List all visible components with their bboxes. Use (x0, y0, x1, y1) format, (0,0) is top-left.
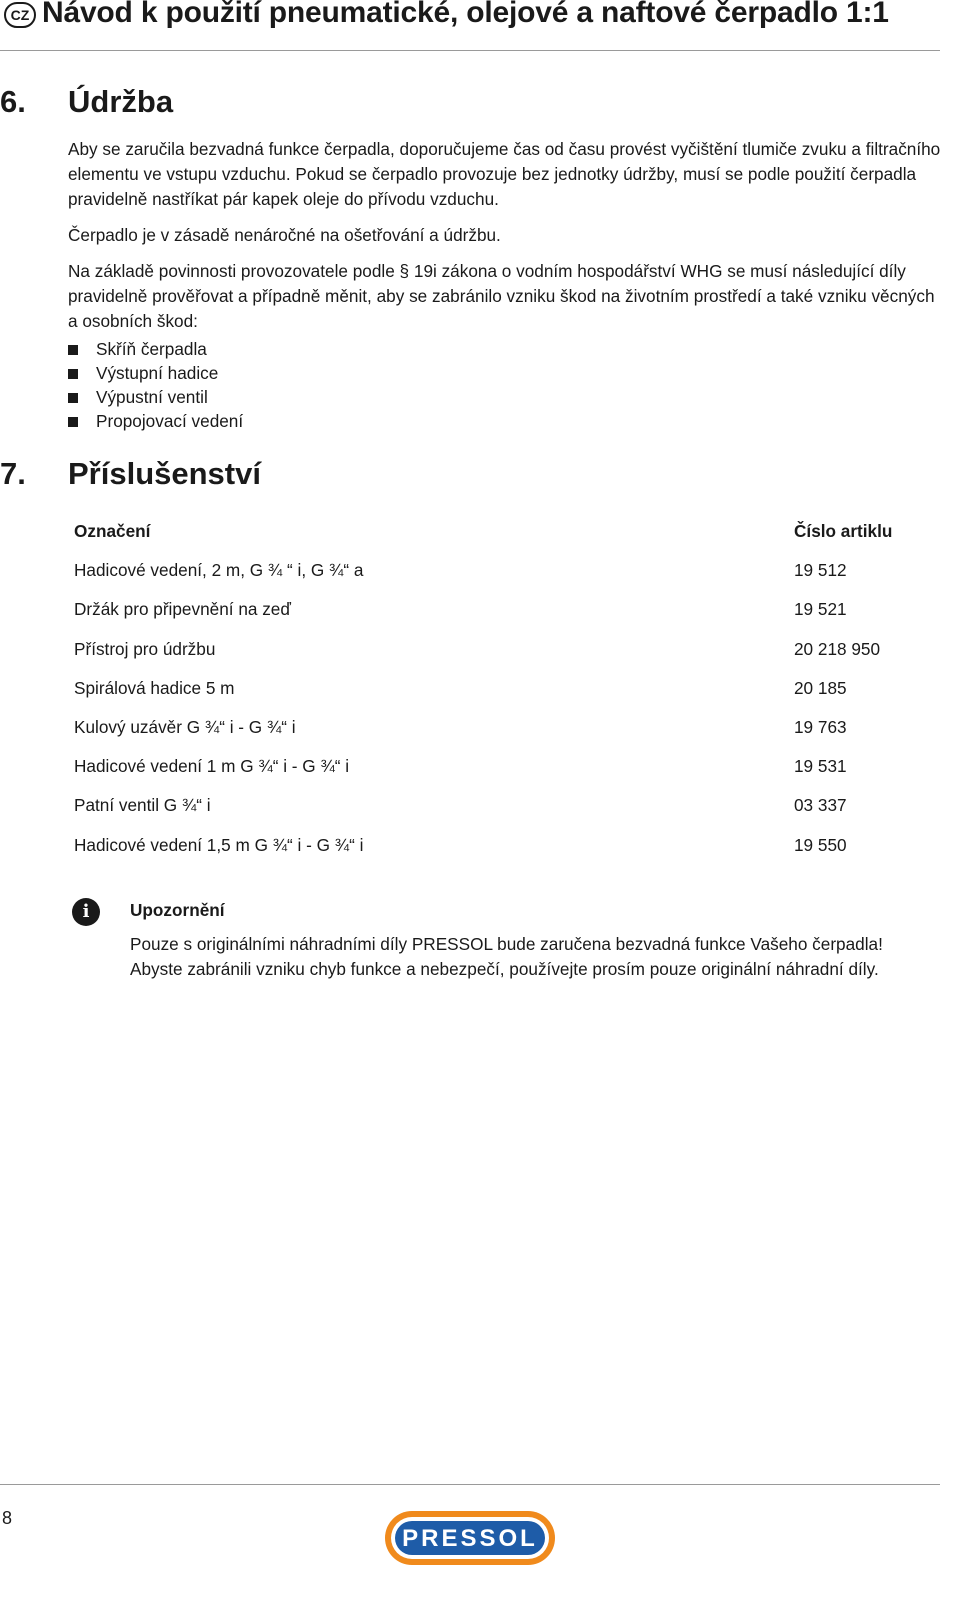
paragraph: Čerpadlo je v zásadě nenáročné na ošetřování a údržbu. (68, 225, 501, 245)
list-item-label: Výstupní hadice (96, 363, 219, 383)
table-cell: Kulový uzávěr G ¾“ i - G ¾“ i (74, 716, 296, 737)
column-header-article: Číslo artiklu (794, 521, 893, 541)
section-title: Údržba (68, 84, 174, 119)
table-row (74, 635, 934, 674)
table-cell: 20 185 (794, 677, 847, 698)
bullet-square-icon (68, 369, 78, 379)
table-cell: Držák pro připevnění na zeď (74, 599, 291, 620)
bullet-square-icon (68, 345, 78, 355)
table-row (74, 713, 934, 752)
language-badge: CZ (4, 2, 36, 28)
list-item (68, 337, 243, 361)
paragraph: Na základě povinnosti provozovatele podle § 19i zákona o vodním hospodářství WHG se musí následující díly pravidelně prověřovat a případně měnit, aby se zabránilo vzniku škod na životním prostředí a také vzniku věcných a osobních škod: (68, 261, 935, 331)
info-icon: i (72, 898, 100, 926)
note-text (130, 932, 950, 982)
table-cell: 19 521 (794, 599, 847, 620)
table-cell: 03 337 (794, 795, 847, 816)
section-number: 6. (0, 84, 26, 119)
page-header (0, 0, 940, 51)
table-cell: Hadicové vedení 1,5 m G ¾“ i - G ¾“ i (74, 834, 364, 855)
table-cell: 19 512 (794, 560, 847, 581)
list-item-label: Skříň čerpadla (96, 339, 207, 359)
table-cell: Přístroj pro údržbu (74, 638, 216, 659)
table-cell: Hadicové vedení 1 m G ¾“ i - G ¾“ i (74, 756, 350, 777)
section-title: Příslušenství (68, 456, 261, 491)
bullet-square-icon (68, 393, 78, 403)
pressol-logo (384, 1510, 556, 1566)
bullet-square-icon (68, 417, 78, 427)
list-item-label: Propojovací vedení (96, 411, 244, 431)
parts-list (68, 337, 243, 433)
list-item-label: Výpustní ventil (96, 387, 208, 407)
section-number: 7. (0, 456, 26, 491)
column-header-name: Označení (74, 521, 151, 541)
table-row (74, 791, 934, 830)
list-item (68, 361, 243, 385)
table-header-row (74, 517, 934, 556)
table-row (74, 752, 934, 791)
table-cell: 19 531 (794, 756, 847, 777)
page-number: 8 (2, 1508, 13, 1528)
table-cell: 19 763 (794, 716, 847, 737)
note-title: Upozornění (130, 900, 225, 920)
table-row (74, 556, 934, 595)
table-row (74, 595, 934, 634)
table-cell: Hadicové vedení, 2 m, G ¾ “ i, G ¾“ a (74, 560, 364, 581)
document-title: Návod k použití pneumatické, olejové a naftové čerpadlo 1:1 (42, 0, 889, 29)
logo-text: PRESSOL (402, 1525, 538, 1552)
note-line: Abyste zabránili vzniku chyb funkce a nebezpečí, používejte prosím pouze originální náhradní díly. (130, 959, 879, 979)
table-row (74, 831, 934, 870)
footer-divider (0, 1484, 940, 1485)
table-cell: Spirálová hadice 5 m (74, 677, 235, 698)
table-cell: Patní ventil G ¾“ i (74, 795, 211, 816)
accessories-table (74, 517, 934, 870)
paragraph: Aby se zaručila bezvadná funkce čerpadla, doporučujeme čas od času provést vyčištění tlumiče zvuku a filtračního elementu ve vstupu vzduchu. Pokud se čerpadlo provozuje bez jednotky údržby, musí se podle použití čerpadla pravidelně nastříkat pár kapek oleje do přívodu vzduchu. (68, 139, 941, 209)
table-cell: 20 218 950 (794, 638, 881, 659)
table-row (74, 674, 934, 713)
list-item (68, 385, 243, 409)
table-cell: 19 550 (794, 834, 847, 855)
list-item (68, 409, 243, 433)
note-line: Pouze s originálními náhradními díly PRESSOL bude zaručena bezvadná funkce Vašeho čerpadla! (130, 934, 883, 954)
